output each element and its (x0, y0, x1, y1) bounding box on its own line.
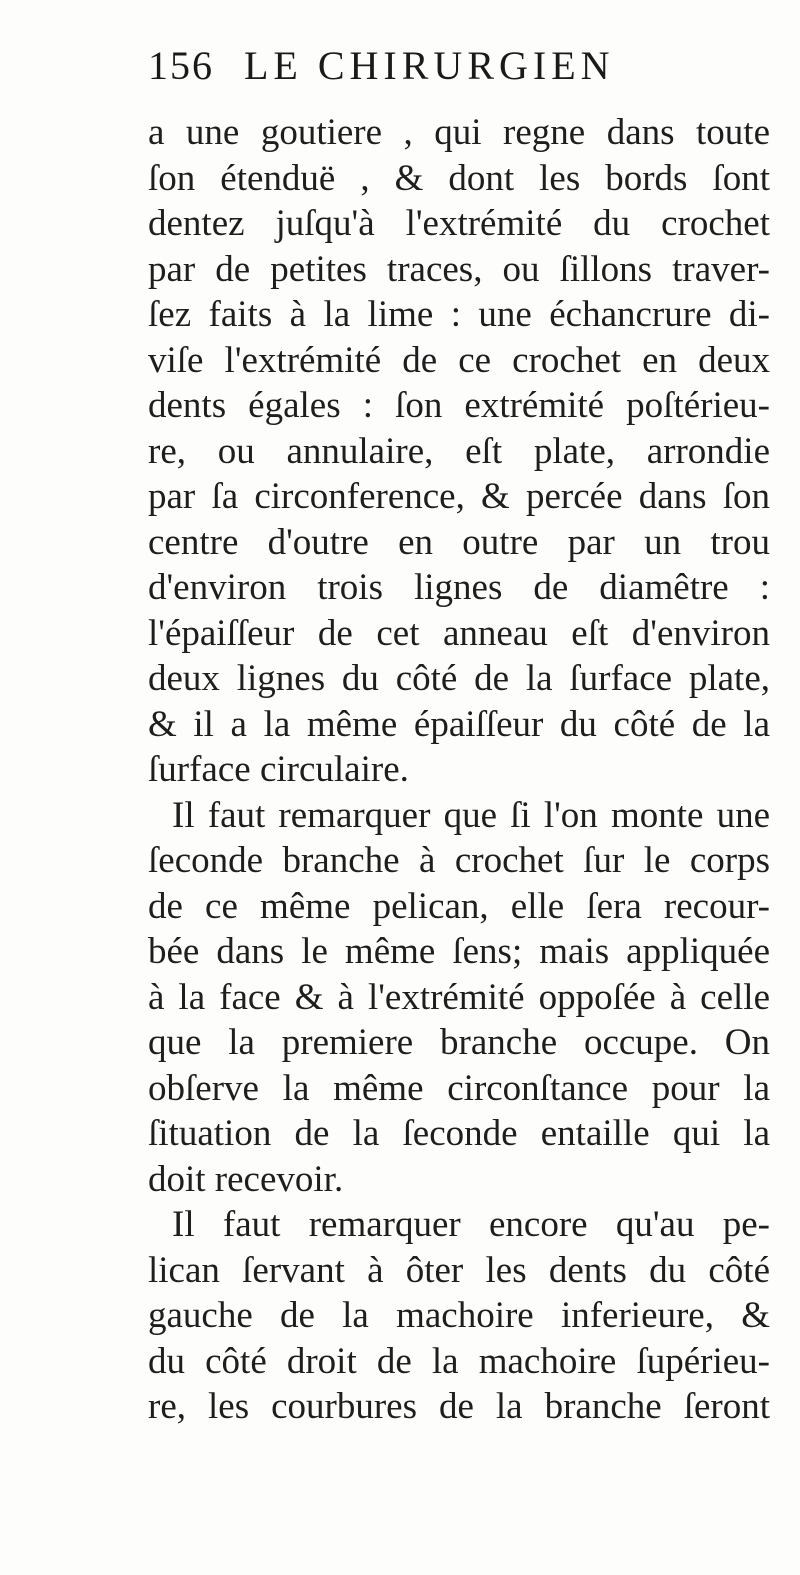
text-line: de ce même pelican, elle ſera recour- (148, 885, 770, 927)
text-line: à la face & à l'extrémité oppoſée à celle (148, 976, 770, 1018)
text-line: l'épaiſſeur de cet anneau eſt d'environ (148, 612, 770, 654)
text-line: lican ſervant à ôter les dents du côté (148, 1249, 770, 1291)
page-number: 156 (148, 43, 214, 88)
text-line: par de petites traces, ou ſillons traver- (148, 248, 770, 290)
text-line: Il faut remarquer encore qu'au pe- (172, 1204, 770, 1245)
text-line: doit recevoir. (148, 1158, 344, 1200)
text-line: a une goutiere , qui regne dans toute (148, 112, 770, 153)
text-line: que la premiere branche occupe. On (148, 1022, 770, 1063)
paragraph-2 (148, 793, 770, 1203)
text-line: ſeconde branche à crochet ſur le corps (148, 840, 770, 881)
body-text (148, 110, 770, 1430)
text-line: obſerve la même circonſtance pour la (148, 1067, 770, 1109)
text-line: Il faut remarquer que ſi l'on monte une (172, 794, 770, 836)
paragraph-1 (148, 110, 770, 793)
paragraph-3 (148, 1202, 770, 1430)
text-line: ſez faits à la lime : une échancrure di- (148, 294, 770, 335)
text-line: dentez juſqu'à l'extrémité du crochet (148, 203, 770, 244)
running-title: LE CHIRURGIEN (244, 43, 615, 88)
text-line: re, les courbures de la branche ſeront (148, 1386, 770, 1427)
text-line: & il a la même épaiſſeur du côté de la (148, 703, 770, 745)
text-line: re, ou annulaire, eſt plate, arrondie (148, 430, 770, 472)
text-line: dents égales : ſon extrémité poſtérieu- (148, 385, 770, 426)
text-column (148, 42, 770, 1430)
text-line: bée dans le même ſens; mais appliquée (148, 931, 770, 972)
text-line: deux lignes du côté de la ſurface plate, (148, 658, 770, 699)
text-line: gauche de la machoire inferieure, & (148, 1295, 770, 1336)
text-line: ſituation de la ſeconde entaille qui la (148, 1113, 770, 1154)
page-header (148, 42, 770, 110)
text-line: d'environ trois lignes de diamêtre : (148, 567, 770, 608)
text-line: centre d'outre en outre par un trou (148, 521, 770, 563)
text-line: viſe l'extrémité de ce crochet en deux (148, 339, 770, 381)
text-line: du côté droit de la machoire ſupérieu- (148, 1340, 770, 1382)
text-line: ſurface circulaire. (148, 749, 409, 790)
text-line: par ſa circonference, & percée dans ſon (148, 476, 770, 517)
text-line: ſon étenduë , & dont les bords ſont (148, 157, 770, 199)
